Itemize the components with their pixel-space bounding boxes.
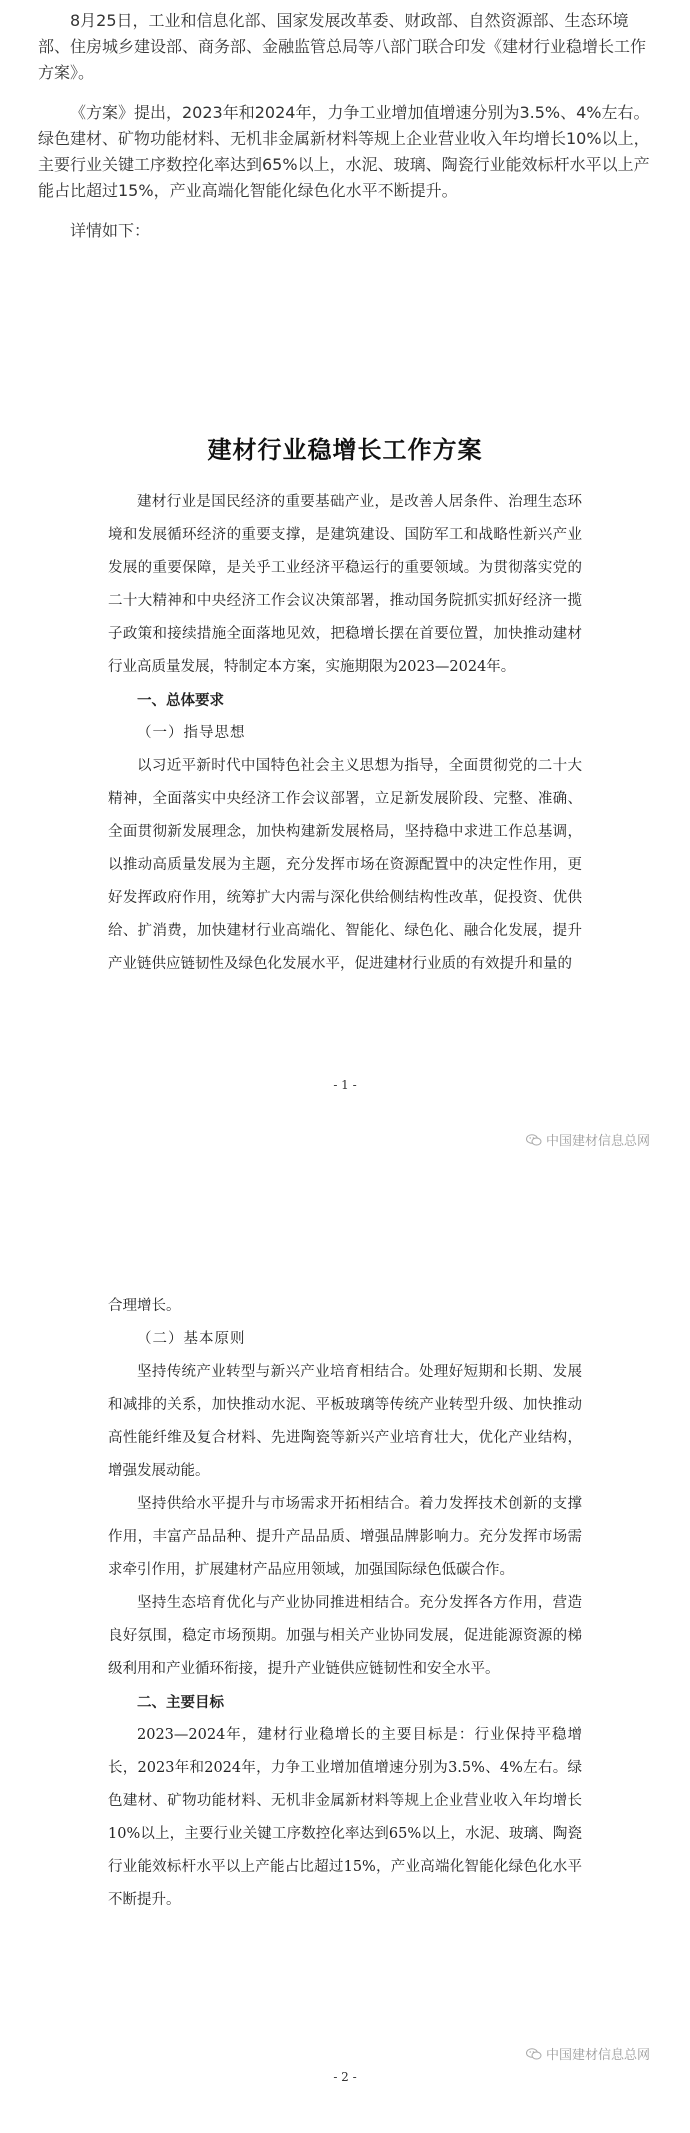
subsection-heading-basic-principles: （二）基本原则 (137, 1331, 246, 1347)
page-number-2: - 2 - (333, 2070, 357, 2084)
article-intro (38, 8, 654, 258)
document-page-1 (0, 300, 690, 1149)
intro-paragraph-1: 8月25日，工业和信息化部、国家发展改革委、财政部、自然资源部、生态环境部、住房城乡建设部、商务部、金融监管总局等八部门联合印发《建材行业稳增长工作方案》。 (38, 11, 647, 82)
page-number-1: - 1 - (333, 1078, 357, 1092)
guiding-ideology-paragraph: 以习近平新时代中国特色社会主义思想为指导，全面贯彻党的二十大精神，全面落实中央经济工作会议部署，立足新发展阶段、完整、准确、全面贯彻新发展理念，加快构建新发展格局，坚持稳中求进工作总基调，以推动高质量发展为主题，充分发挥市场在资源配置中的决定性作用，更好发挥政府作用，统筹扩大内需与深化供给侧结构性改革，促投资、优供给、扩消费，加快建材行业高端化、智能化、绿色化、融合化发展，提升产业链供应链韧性及绿色化发展水平，促进建材行业质的有效提升和量的 (108, 758, 582, 972)
intro-paragraph-2: 《方案》提出，2023年和2024年，力争工业增加值增速分别为3.5%、4%左右。绿色建材、矿物功能材料、无机非金属新材料等规上企业营业收入年均增长10%以上，主要行业关键工序数控化率达到65%以上，水泥、玻璃、陶瓷行业能效标杆水平以上产能占比超过15%，产业高端化智能化绿色化水平不断提升。 (38, 103, 650, 200)
section-heading-main-goals: 二、主要目标 (137, 1694, 224, 1711)
subsection-heading-guiding-ideology: （一）指导思想 (137, 725, 246, 741)
watermark-text: 中国建材信息总网 (545, 2048, 650, 2063)
wechat-logo-icon (526, 2048, 542, 2060)
preamble-paragraph: 建材行业是国民经济的重要基础产业，是改善人居条件、治理生态环境和发展循环经济的重要支撑，是建筑建设、国防军工和战略性新兴产业发展的重要保障，是关乎工业经济平稳运行的重要领域。为贯彻落实党的二十大精神和中央经济工作会议决策部署，推动国务院抓实抓好经济一揽子政策和接续措施全面落地见效，把稳增长摆在首要位置，加快推动建材行业高质量发展，特制定本方案，实施期限为2023—2024年。 (108, 494, 582, 675)
document-page-2 (0, 1290, 690, 2133)
watermark-2 (526, 2044, 650, 2063)
intro-details-label: 详情如下： (70, 221, 151, 240)
principle-paragraph-1: 坚持传统产业转型与新兴产业培育相结合。处理好短期和长期、发展和减排的关系，加快推动水泥、平板玻璃等传统产业转型升级、加快推动高性能纤维及复合材料、先进陶瓷等新兴产业培育壮大，优化产业结构，增强发展动能。 (108, 1364, 582, 1479)
document-title: 建材行业稳增长工作方案 (207, 435, 483, 464)
document-body-1 (108, 486, 582, 981)
principle-paragraph-3: 坚持生态培育优化与产业协同推进相结合。充分发挥各方作用，营造良好氛围，稳定市场预期。加强与相关产业协同发展，促进能源资源的梯级利用和产业循环衔接，提升产业链供应链韧性和安全水平。 (108, 1595, 582, 1677)
section-heading-general-requirements: 一、总体要求 (137, 692, 224, 709)
continued-text: 合理增长。 (108, 1298, 181, 1314)
document-body-2 (108, 1290, 582, 1917)
wechat-logo-icon (526, 1134, 542, 1146)
watermark-1 (526, 1130, 650, 1149)
principle-paragraph-2: 坚持供给水平提升与市场需求开拓相结合。着力发挥技术创新的支撑作用，丰富产品品种、提升产品品质、增强品牌影响力。充分发挥市场需求牵引作用，扩展建材产品应用领域，加强国际绿色低碳合作。 (108, 1496, 582, 1578)
watermark-text: 中国建材信息总网 (545, 1134, 650, 1149)
goals-paragraph: 2023—2024年，建材行业稳增长的主要目标是：行业保持平稳增长，2023年和2024年，力争工业增加值增速分别为3.5%、4%左右。绿色建材、矿物功能材料、无机非金属新材料等规上企业营业收入年均增长10%以上，主要行业关键工序数控化率达到65%以上，水泥、玻璃、陶瓷行业能效标杆水平以上产能占比超过15%，产业高端化智能化绿色化水平不断提升。 (108, 1727, 582, 1908)
